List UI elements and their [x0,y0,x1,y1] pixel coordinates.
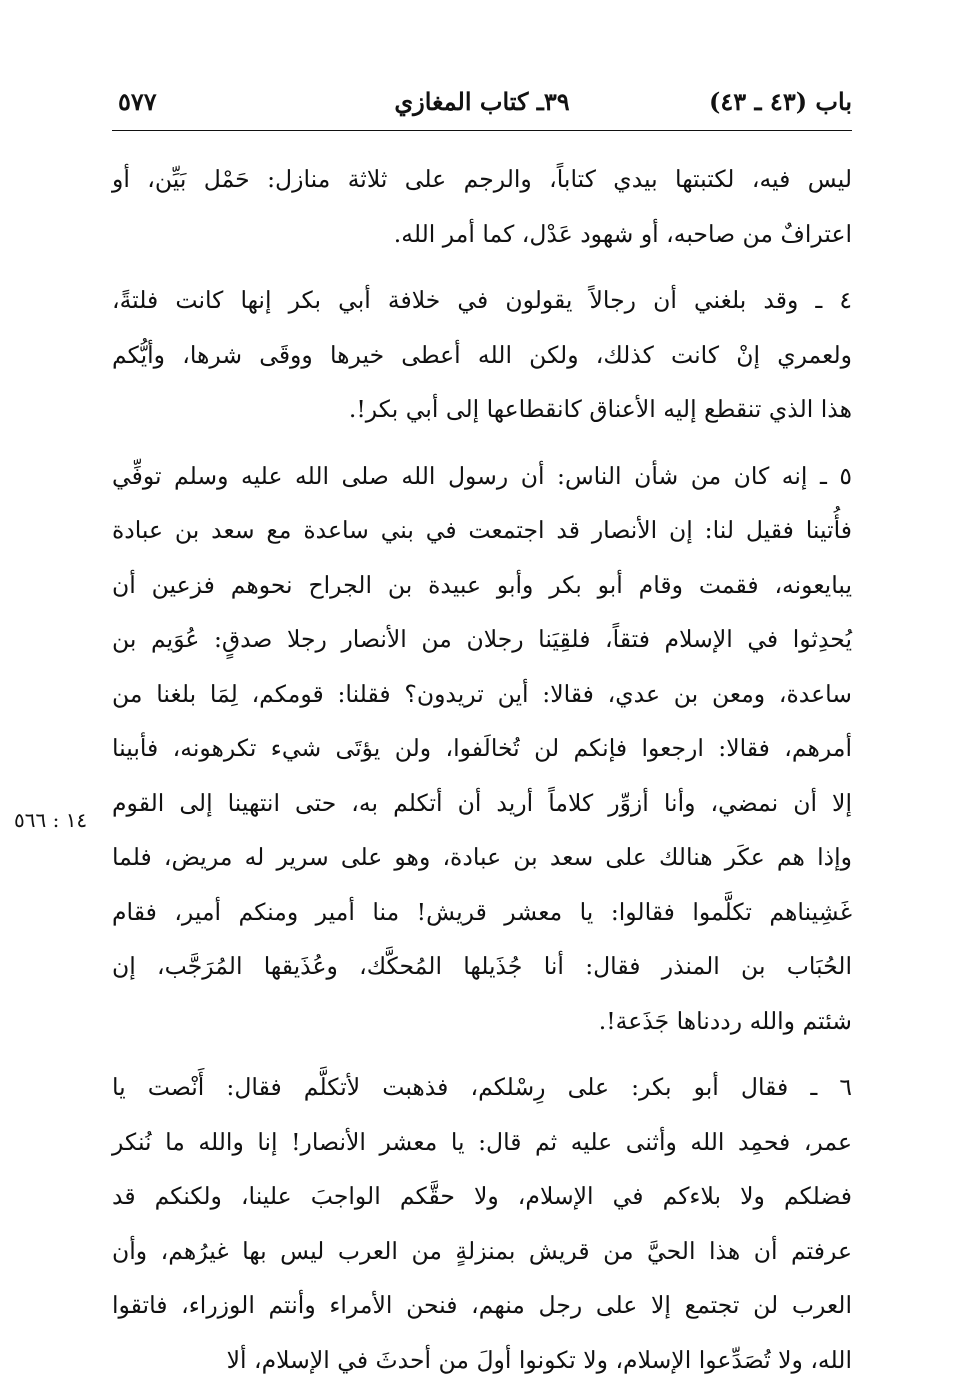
text-line: يُحدِثوا في الإسلام فتقاً، فلقِيَنا رجلان من الأنصار رجلا صدقٍ: عُوَيم بن [112,625,852,653]
text-line: أمرهم، فقالا: ارجعوا فإنكم لن تُخالَفوا، ولن يؤتَى شيء تكرهونه، فأبينا [112,734,852,762]
header-rule [112,130,852,131]
text-line: ٥ ـ إنه كان من شأن الناس: أن رسول الله صلى الله عليه وسلم توفِّي [112,461,852,490]
text-line: العرب لن تجتمع إلا على رجل منهم، فنحن الأمراء وأنتم الوزراء، فاتقوا [112,1291,852,1319]
text-line: الحُبَاب بن المنذر فقال: أنا جُذَيلها المُحكَّك، وعُذَيقها المُرَجَّب، إن [112,952,852,980]
text-line: ٦ ـ فقال أبو بكر: على رِسْلكم، فذهبت لأتكلَّم فقال: أَنْصت يا [112,1073,852,1101]
text-line: فأُتينا فقيل لنا: إن الأنصار قد اجتمعت في بني ساعدة مع سعد بن عبادة [112,516,852,544]
text-body [112,152,852,1387]
text-line: ليس فيه، لكتبتها بيدي كتاباً، والرجم على ثلاثة منازل: حَمْل بَيِّن، أو [112,165,852,193]
text-line: إلا أن نمضي، وأنا أزوِّر كلاماً أريد أن أتكلم به، حتى انتهينا إلى القوم [112,788,852,817]
text-line: ٤ ـ وقد بلغني أن رجالاً يقولون في خلافة أبي بكر إنها كانت فلتةً، [112,286,852,314]
text-line: فضلكم ولا بلاءكم في الإسلام، ولا حقَّكم الواجبَ علينا، ولكنكم قد [112,1182,852,1210]
text-line: الله، ولا تُصَدِّعوا الإسلام، ولا تكونوا أولَ من أحدثَ في الإسلام، ألا [226,1345,852,1374]
book-title: ٣٩ـ كتاب المغازي [394,87,570,116]
running-header [112,84,852,124]
text-line: وإذا هم عكَر هنالك على سعد بن عبادة، وهو على سرير له مريض، فلما [112,843,852,871]
marginal-reference: ١٤ : ٥٦٦ [14,808,88,832]
text-line: اعترافٌ من صاحبه، أو شهود عَدْل، كما أمر الله. [393,219,852,248]
paragraph [112,449,852,1049]
page-number: ٥٧٧ [118,87,157,116]
text-line: يبايعونه، فقمت وقام أبو بكر وأبو عبيدة بن الجراح نحوهم فزعين أن [112,570,852,599]
paragraph [112,273,852,437]
text-line: عرفتم أن هذا الحيَّ من قريش بمنزلةٍ من العرب ليس بها غيرُهم، وأن [112,1236,852,1265]
paragraph [112,152,852,261]
text-line: هذا الذي تنقطع إليه الأعناق كانقطاعها إلى أبي بكر!. [348,395,852,423]
text-line: ولعمري إنْ كانت كذلك، ولكن الله أعطى خيرها ووقَى شرها، وأيُّكم [112,340,852,369]
text-line: غَشِيناهم تكلَّموا فقالوا: يا معشر قريش! منا أمير ومنكم أمير، فقام [112,897,852,926]
paragraph [112,1060,852,1387]
chapter-reference: باب (٤٣ ـ ٤٣) [709,87,852,116]
text-line: ساعدة، ومعن بن عدي، فقالا: أين تريدون؟ فقلنا: قومكم، لِمَا بلغنا من [112,679,852,708]
text-line: شئتم والله رددناها جَذَعة!. [598,1006,852,1035]
text-line: عمر، فحمِد الله وأثنى عليه ثم قال: يا معشر الأنصار! إنا والله ما نُنكر [112,1127,852,1156]
